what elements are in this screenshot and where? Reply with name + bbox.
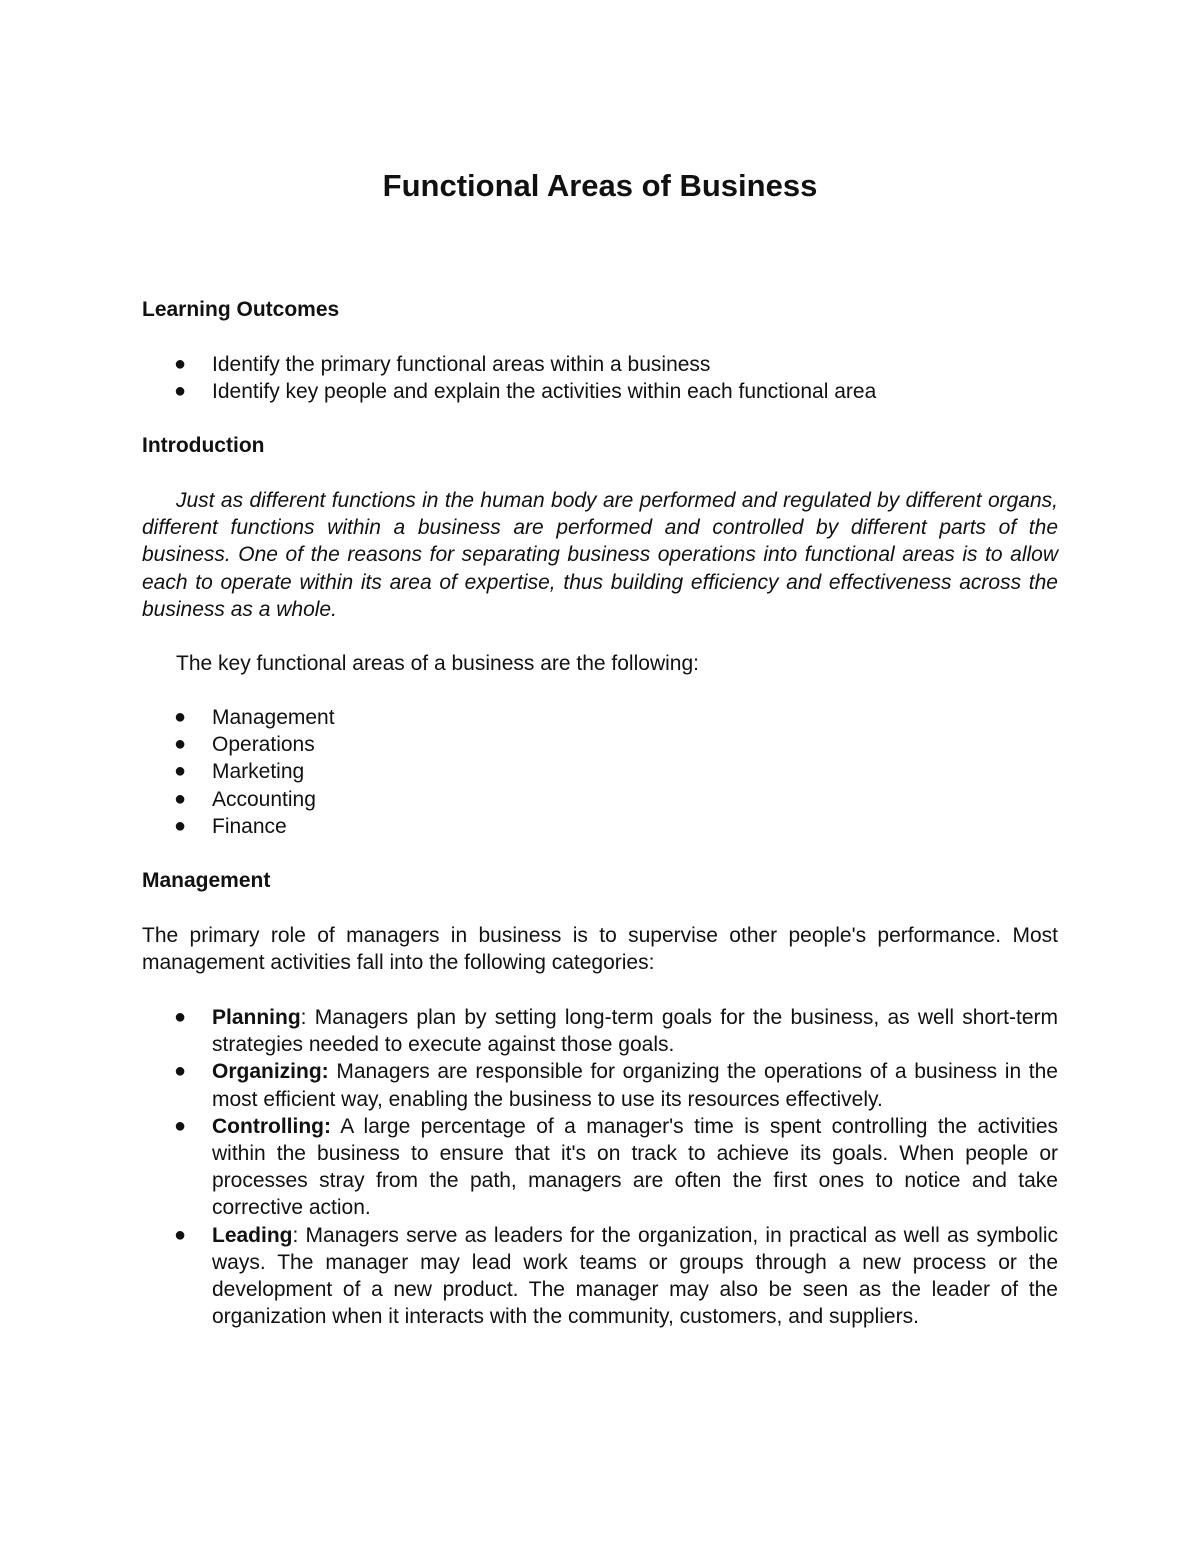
management-paragraph: The primary role of managers in business is to supervise other people's performance. Most management activities fall into the following categories:: [142, 924, 1058, 975]
management-categories-list: [142, 1004, 1058, 1330]
list-item: ● Finance: [142, 813, 1058, 840]
list-item: ● Identify key people and explain the activities within each functional area: [142, 378, 1058, 405]
category-term: Controlling:: [212, 1114, 331, 1138]
learning-outcomes-list: [142, 351, 1058, 405]
bullet-icon: ●: [174, 787, 187, 810]
learning-outcomes-heading: Learning Outcomes: [142, 298, 340, 321]
category-description: Managers plan by setting long-term goals for the business, as well short-term strategies needed to execute against those goals.: [212, 1006, 1058, 1057]
category-description: Managers serve as leaders for the organization, in practical as well as symbolic ways. The manager may lead work teams or groups through a new process or the development of a new product. The manager may also be seen as the leader of the organization when it interacts with the community, customers, and suppliers.: [212, 1223, 1058, 1329]
functional-areas-list: [142, 704, 1058, 840]
list-item: ● Planning: Managers plan by setting long-term goals for the business, as well short-term strategies needed to execute against those goals.: [174, 1006, 1058, 1057]
bullet-icon: ●: [174, 353, 187, 375]
list-item: ● Accounting: [142, 786, 1058, 813]
bullet-icon: ●: [174, 760, 187, 783]
introduction-paragraph: Just as different functions in the human body are performed and regulated by different organs, different functions within a business are performed and controlled by different parts of the business. One of the reasons for separating business operations into functional areas is to allow each to operate within its area of expertise, thus building efficiency and effectiveness across the business as a whole.: [142, 489, 1058, 621]
management-heading: Management: [142, 869, 271, 892]
category-term: Organizing:: [212, 1060, 329, 1084]
category-term: Leading: [212, 1223, 293, 1247]
document-title: Functional Areas of Business: [382, 168, 818, 203]
bullet-icon: ●: [174, 1006, 187, 1028]
category-description: Managers are responsible for organizing the operations of a business in the most efficient way, enabling the business to use its resources effectively.: [212, 1060, 1058, 1111]
list-item: ● Operations: [142, 731, 1058, 758]
list-item: [142, 1058, 1058, 1112]
bullet-icon: ●: [174, 1114, 187, 1137]
list-item: ● Marketing: [142, 758, 1058, 785]
bullet-icon: ●: [174, 706, 187, 728]
bullet-icon: ●: [174, 1223, 187, 1246]
bullet-icon: ●: [174, 733, 187, 756]
list-item: ● Management: [142, 704, 1058, 731]
functional-areas-lead-in: The key functional areas of a business are the following:: [176, 652, 699, 675]
bullet-icon: ●: [174, 1060, 187, 1083]
introduction-heading: Introduction: [142, 434, 265, 457]
list-item: ● Identify the primary functional areas within a business: [142, 351, 1058, 378]
bullet-icon: ●: [174, 380, 187, 403]
list-item: ● Leading: Managers serve as leaders for the organization, in practical as well as symbolic ways. The manager may lead work teams or groups through a new process or the development of a new product. The manager may also be seen as the leader of the organization when it interacts with the community, customers, and suppliers.: [174, 1223, 1058, 1329]
category-description: A large percentage of a manager's time is spent controlling the activities within the business to ensure that it's on track to achieve its goals. When people or processes stray from the path, managers are often the first ones to notice and take corrective action.: [212, 1114, 1058, 1220]
category-term: Planning: [212, 1006, 301, 1029]
bullet-icon: ●: [174, 814, 187, 837]
list-item: [142, 1113, 1058, 1222]
